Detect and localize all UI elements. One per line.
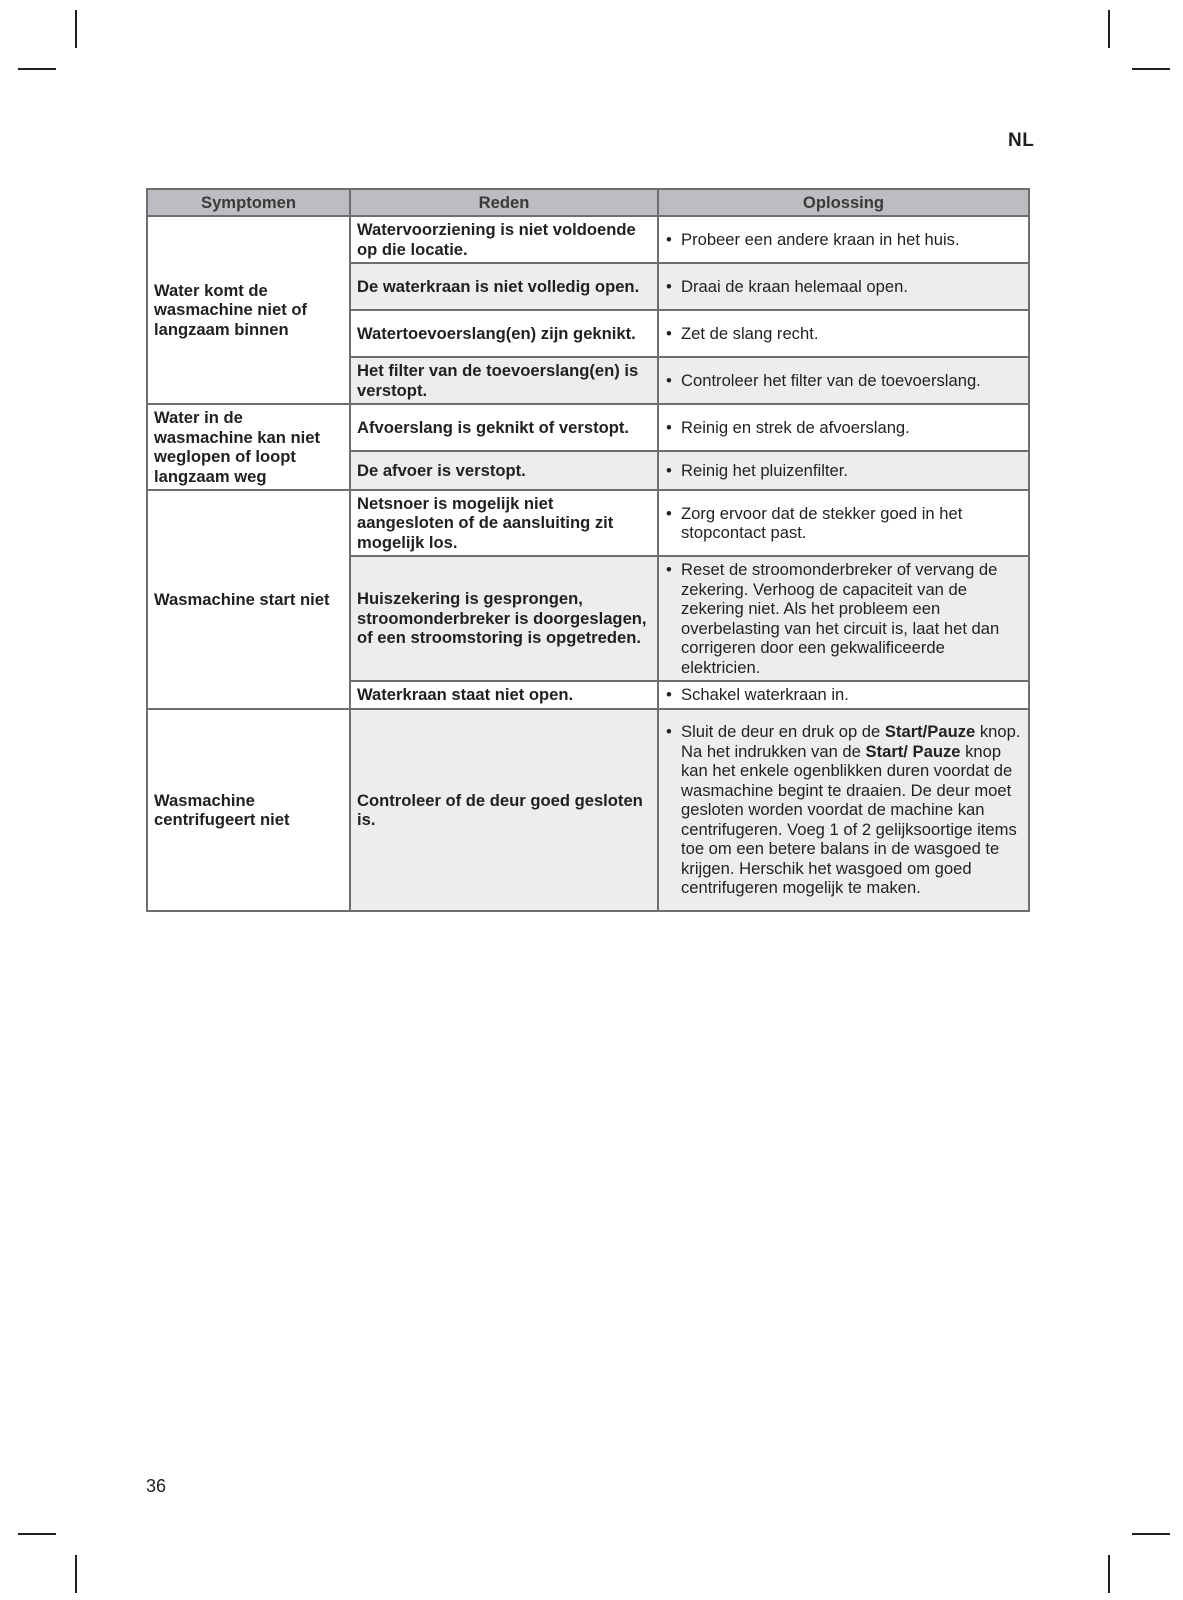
table-row bbox=[147, 404, 1029, 451]
reason-cell: De afvoer is verstopt. bbox=[350, 451, 658, 490]
reason-cell: Waterkraan staat niet open. bbox=[350, 681, 658, 709]
solution-text: Zet de slang recht. bbox=[681, 323, 819, 343]
solution-text: Reset de stroomonderbreker of vervang de zekering. Verhoog de capaciteit van de zekering niet. Als het probleem een overbelasting van het circuit is, laat het dan corrigeren door een gekwalificeerde elektricien. bbox=[681, 560, 1000, 677]
solution-text: Sluit de deur en druk op de Start/Pauze knop. Na het indrukken van de Start/ Pauze knop kan het enkele ogenblikken duren voordat de wasmachine begint te draaien. De deur moet gesloten worden voordat de machine kan centrifugeren. Voeg 1 of 2 gelijksoortige items toe om een betere balans in de wasgoed te krijgen. Herschik het wasgoed om goed centrifugeren mogelijk te maken. bbox=[681, 722, 1021, 898]
solution-cell bbox=[658, 556, 1029, 681]
solution-text: Reinig en strek de afvoerslang. bbox=[681, 417, 910, 437]
page-number: 36 bbox=[146, 1476, 167, 1496]
table-row bbox=[147, 216, 1029, 263]
bullet-icon: • bbox=[666, 276, 672, 296]
solution-text: Reinig het pluizenfilter. bbox=[681, 460, 848, 480]
crop-mark bbox=[75, 10, 77, 48]
reason-cell: Watertoevoerslang(en) zijn geknikt. bbox=[350, 310, 658, 357]
reason-cell: Huiszekering is gesprongen, stroomonderbreker is doorgeslagen, of een stroomstoring is opgetreden. bbox=[350, 556, 658, 681]
solution-cell bbox=[658, 310, 1029, 357]
crop-mark bbox=[18, 68, 56, 70]
column-header-solution: Oplossing bbox=[658, 189, 1029, 216]
reason-cell: Netsnoer is mogelijk niet aangesloten of de aansluiting zit mogelijk los. bbox=[350, 490, 658, 556]
column-header-reason: Reden bbox=[350, 189, 658, 216]
solution-cell bbox=[658, 216, 1029, 263]
start-pause-label: Start/Pauze bbox=[884, 722, 976, 742]
table-header-row bbox=[147, 189, 1029, 216]
column-header-symptoms: Symptomen bbox=[147, 189, 350, 216]
solution-text: Controleer het filter van de toevoerslang. bbox=[681, 370, 981, 390]
solution-cell bbox=[658, 404, 1029, 451]
solution-cell bbox=[658, 490, 1029, 556]
bullet-icon: • bbox=[666, 229, 672, 249]
crop-mark bbox=[1108, 1555, 1110, 1593]
bullet-icon: • bbox=[666, 685, 672, 705]
solution-cell bbox=[658, 451, 1029, 490]
bullet-icon: • bbox=[666, 370, 672, 390]
crop-mark bbox=[1132, 68, 1170, 70]
symptom-cell: Wasmachine start niet bbox=[147, 490, 350, 709]
bullet-icon: • bbox=[666, 503, 672, 523]
reason-cell: De waterkraan is niet volledig open. bbox=[350, 263, 658, 310]
symptom-cell: Water in de wasmachine kan niet weglopen of loopt langzaam weg bbox=[147, 404, 350, 490]
reason-cell: Afvoerslang is geknikt of verstopt. bbox=[350, 404, 658, 451]
symptom-cell: Water komt de wasmachine niet of langzaam binnen bbox=[147, 216, 350, 404]
bullet-icon: • bbox=[666, 722, 672, 742]
language-code: NL bbox=[1008, 130, 1035, 151]
solution-cell bbox=[658, 263, 1029, 310]
start-pause-label: Start/ Pauze bbox=[865, 741, 961, 761]
crop-mark bbox=[1108, 10, 1110, 48]
crop-mark bbox=[18, 1533, 56, 1535]
solution-cell bbox=[658, 681, 1029, 709]
solution-text: Zorg ervoor dat de stekker goed in het stopcontact past. bbox=[681, 503, 963, 542]
troubleshooting-table bbox=[146, 188, 1030, 912]
solution-text: Probeer een andere kraan in het huis. bbox=[681, 229, 960, 249]
crop-mark bbox=[75, 1555, 77, 1593]
reason-cell: Watervoorziening is niet voldoende op die locatie. bbox=[350, 216, 658, 263]
solution-cell bbox=[658, 357, 1029, 404]
bullet-icon: • bbox=[666, 417, 672, 437]
reason-cell: Controleer of de deur goed gesloten is. bbox=[350, 709, 658, 911]
table-row bbox=[147, 709, 1029, 911]
reason-cell: Het filter van de toevoerslang(en) is verstopt. bbox=[350, 357, 658, 404]
solution-cell bbox=[658, 709, 1029, 911]
table-row bbox=[147, 490, 1029, 556]
bullet-icon: • bbox=[666, 560, 672, 579]
bullet-icon: • bbox=[666, 460, 672, 480]
bullet-icon: • bbox=[666, 323, 672, 343]
crop-mark bbox=[1132, 1533, 1170, 1535]
solution-text: Draai de kraan helemaal open. bbox=[681, 276, 908, 296]
solution-text: Schakel waterkraan in. bbox=[681, 685, 849, 705]
symptom-cell: Wasmachine centrifugeert niet bbox=[147, 709, 350, 911]
